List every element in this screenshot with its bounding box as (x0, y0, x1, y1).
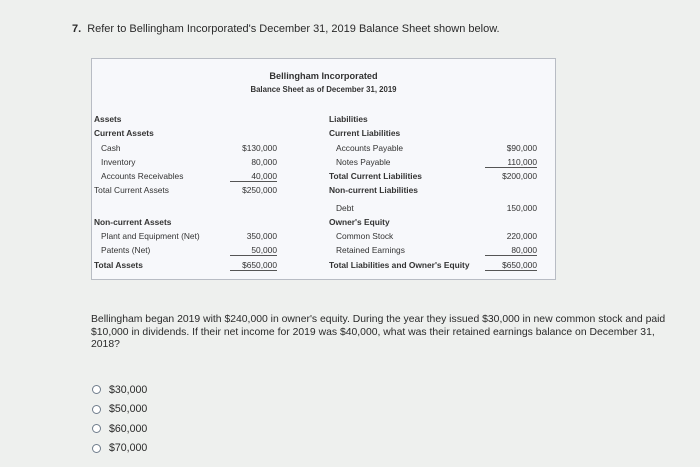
debt-label: Debt (336, 203, 354, 213)
total-current-assets-value: $250,000 (242, 185, 277, 195)
option-label: $50,000 (109, 403, 148, 416)
balance-sheet-image (91, 58, 556, 280)
option-label: $30,000 (109, 383, 148, 396)
common-stock-label: Common Stock (336, 231, 394, 241)
radio-icon[interactable] (92, 444, 101, 453)
ar-label: Accounts Receivables (101, 171, 184, 181)
question-title-text: Refer to Bellingham Incorporated's December 31, 2019 Balance Sheet shown below. (87, 23, 500, 35)
option-b[interactable] (92, 400, 147, 420)
inventory-value: 80,000 (251, 157, 277, 167)
option-label: $70,000 (109, 442, 148, 455)
total-current-assets-label: Total Current Assets (94, 185, 169, 195)
retained-earnings-label: Retained Earnings (336, 245, 405, 255)
question-title (72, 23, 500, 35)
owners-equity-heading: Owner's Equity (329, 217, 390, 227)
total-assets-value: $650,000 (230, 260, 277, 271)
total-liabilities-equity-label: Total Liabilities and Owner's Equity (329, 260, 470, 270)
total-liabilities-equity-value: $650,000 (485, 260, 537, 271)
ap-label: Accounts Payable (336, 143, 404, 153)
option-a[interactable] (92, 380, 147, 400)
total-assets-label: Total Assets (94, 260, 143, 270)
inventory-label: Inventory (101, 157, 136, 167)
cash-value: $130,000 (242, 143, 277, 153)
current-assets-heading: Current Assets (94, 128, 154, 138)
patents-label: Patents (Net) (101, 245, 151, 255)
noncurrent-liabilities-heading: Non-current Liabilities (329, 185, 418, 195)
option-d[interactable] (92, 439, 147, 459)
option-c[interactable] (92, 419, 147, 439)
retained-earnings-value: 80,000 (485, 245, 537, 256)
debt-value: 150,000 (506, 203, 537, 213)
ap-value: $90,000 (506, 143, 537, 153)
sheet-subtitle: Balance Sheet as of December 31, 2019 (250, 85, 397, 94)
current-liabilities-heading: Current Liabilities (329, 128, 401, 138)
noncurrent-assets-heading: Non-current Assets (94, 217, 172, 227)
np-label: Notes Payable (336, 157, 391, 167)
np-value: 110,000 (485, 157, 537, 168)
option-label: $60,000 (109, 422, 148, 435)
question-number: 7. (72, 23, 82, 35)
radio-icon[interactable] (92, 385, 101, 394)
ar-value: 40,000 (230, 171, 277, 182)
company-name: Bellingham Incorporated (269, 71, 378, 81)
question-text: Bellingham began 2019 with $240,000 in owner's equity. During the year they issued $30,000 in new common stock and paid $10,000 in dividends. If their net income for 2019 was $40,000, what was their retained earnings balance on December 31, 2018? (91, 314, 666, 350)
total-current-liabilities-value: $200,000 (502, 171, 537, 181)
patents-value: 50,000 (230, 245, 277, 256)
cash-label: Cash (101, 143, 121, 153)
radio-icon[interactable] (92, 424, 101, 433)
answer-options (92, 380, 147, 458)
common-stock-value: 220,000 (506, 231, 537, 241)
assets-heading: Assets (94, 114, 122, 124)
ppe-label: Plant and Equipment (Net) (101, 231, 200, 241)
radio-icon[interactable] (92, 405, 101, 414)
ppe-value: 350,000 (246, 231, 277, 241)
liabilities-heading: Liabilities (329, 114, 368, 124)
total-current-liabilities-label: Total Current Liabilities (329, 171, 422, 181)
